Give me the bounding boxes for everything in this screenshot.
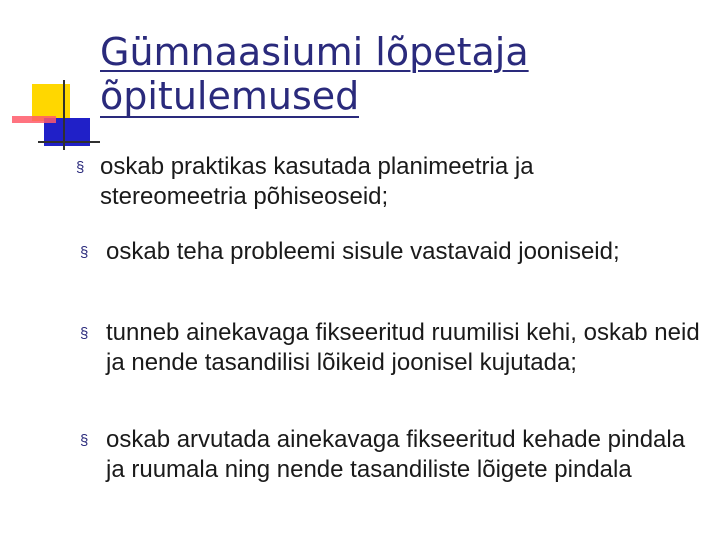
bullet-text: oskab praktikas kasutada planimeetria ja stereomeetria põhiseoseid;: [100, 153, 534, 210]
bullet-text: oskab arvutada ainekavaga fikseeritud kehade pindala ja ruumala ning nende tasandiliste lõigete pindala: [106, 426, 686, 483]
bullet-marker-icon: §: [76, 159, 85, 176]
title-line-1: Gümnaasiumi lõpetaja: [100, 30, 529, 74]
list-item: [80, 425, 706, 485]
list-item: [80, 237, 626, 267]
bullet-marker-icon: §: [80, 325, 89, 342]
bullet-marker-icon: §: [80, 244, 89, 261]
title-line-2: õpitulemused: [100, 74, 360, 118]
list-item: [76, 152, 660, 212]
list-item: [80, 318, 706, 378]
bullet-marker-icon: §: [80, 432, 89, 449]
bullet-text: tunneb ainekavaga fikseeritud ruumilisi kehi, oskab neid ja nende tasandilisi lõikeid joonisel kujutada;: [106, 319, 700, 376]
bullet-text: oskab teha probleemi sisule vastavaid jooniseid;: [106, 238, 620, 265]
